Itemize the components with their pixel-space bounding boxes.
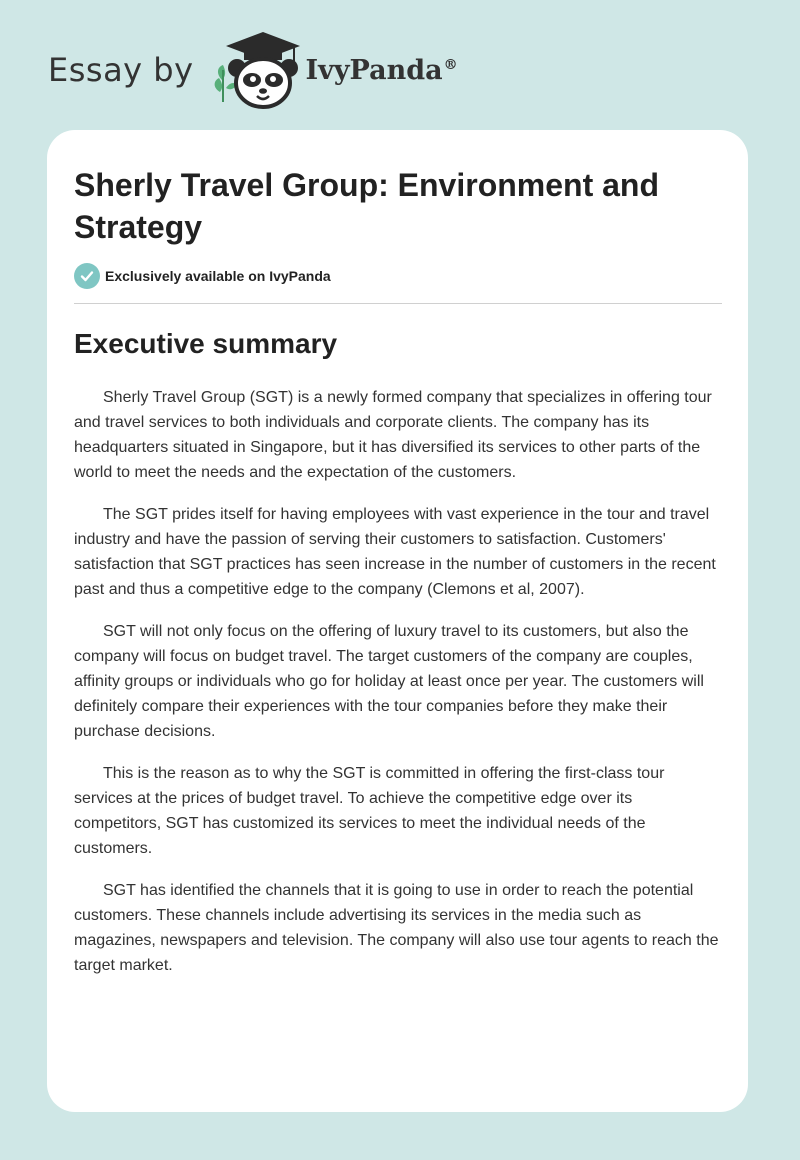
- brand-name: [306, 55, 458, 86]
- badge-text: Exclusively available on IvyPanda: [105, 268, 331, 284]
- paragraph: Sherly Travel Group (SGT) is a newly formed company that specializes in offering tour and travel services to both individuals and corporate clients. The company has its headquarters situated in Singapore, but it has diversified its services to other parts of the world to meet the needs and the expectation of the customers.: [74, 389, 712, 481]
- brand-prefix: Essay by: [48, 51, 194, 89]
- panda-graduate-icon: [208, 30, 302, 110]
- article-card: [47, 130, 748, 1112]
- title-divider: [74, 303, 722, 304]
- page-title: Sherly Travel Group: Environment and Strategy: [74, 167, 660, 245]
- check-mark-glyph: [80, 269, 94, 283]
- brand-name-text: IvyPanda: [305, 54, 443, 86]
- site-brand[interactable]: [48, 30, 458, 110]
- paragraph: SGT will not only focus on the offering of luxury travel to its customers, but also the company will focus on budget travel. The target customers of the company are couples, affinity groups or individuals who go for holiday at least once per year. The customers will definitely compare their experiences with the tour companies before they make their purchase decisions.: [74, 623, 704, 740]
- paragraph: SGT has identified the channels that it is going to use in order to reach the potential customers. These channels include advertising its services in the media such as magazines, newspapers and television. The company will also use tour agents to reach the target market.: [74, 882, 719, 974]
- paragraph: This is the reason as to why the SGT is committed in offering the first-class tour services at the prices of budget travel. To achieve the competitive edge over its competitors, SGT has customized its services to meet the individual needs of the customers.: [74, 765, 665, 857]
- exclusive-badge: [74, 263, 331, 289]
- article-body: [74, 385, 722, 995]
- check-icon: [74, 263, 100, 289]
- section-heading: Executive summary: [74, 328, 338, 359]
- registered-mark: ®: [443, 56, 458, 73]
- paragraph: The SGT prides itself for having employees with vast experience in the tour and travel industry and have the passion of serving their customers to satisfaction. Customers' satisfaction that SGT practices has seen increase in the number of customers in the recent past and thus a competitive edge to the company (Clemons et al, 2007).: [74, 506, 716, 598]
